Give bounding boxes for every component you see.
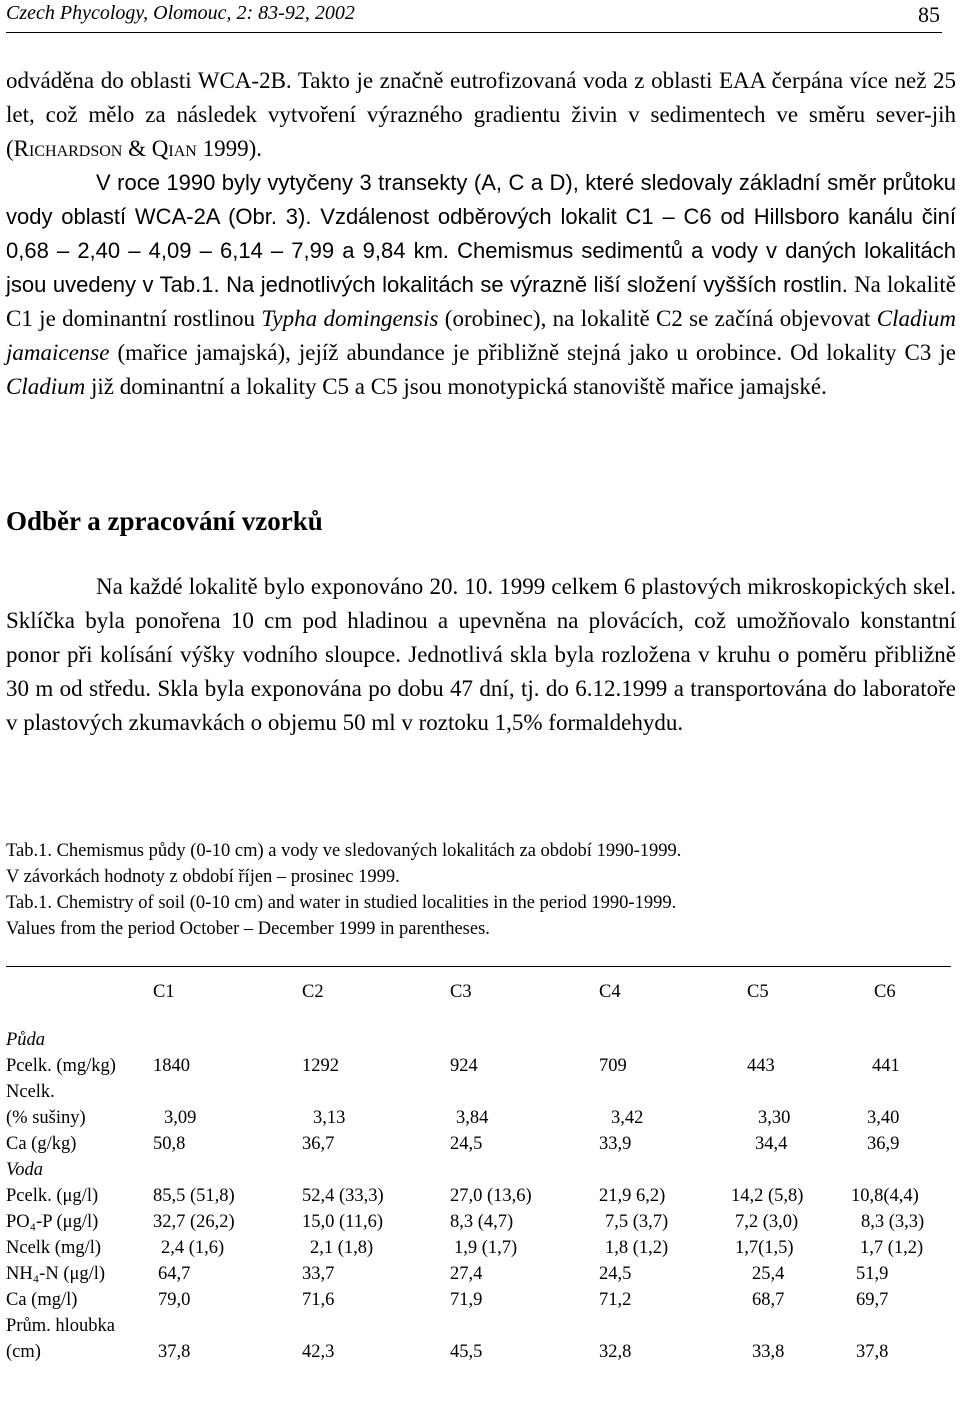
- table-cell: 27,0 (13,6): [450, 1186, 532, 1206]
- table-cell: 45,5: [450, 1342, 483, 1362]
- table-cell: 69,7: [856, 1290, 889, 1310]
- table-cell: 443: [747, 1056, 775, 1076]
- row-label: Ca (mg/l): [6, 1290, 78, 1310]
- table-cell: 10,8(4,4): [851, 1186, 919, 1206]
- para1-line1: odváděna do oblasti WCA-2B. Takto je značně eutrofizovaná voda z oblasti: [6, 68, 713, 93]
- paragraph-3: Na každé lokalitě bylo exponováno 20. 10. 1999 celkem 6 plastových mikroskopických skel. Sklíčka byla ponořena 10 cm pod hladinou a upevněna na plovácích, což umožňovalo konstantní ponor při kolísání výšky vodního sloupce. Jednotlivá skla byla rozložena v kruhu o poměru přibližně 30 m od středu. Skla byla exponována po dobu 47 dní, tj. do 6.12.1999 a transportována do laboratoře v plastových zkumavkách o objemu 50 ml v roztoku 1,5% formaldehydu.: [6, 574, 956, 735]
- table-cell: 37,8: [158, 1342, 191, 1362]
- table-cell: 33,8: [752, 1342, 785, 1362]
- table-cell: 52,4 (33,3): [302, 1186, 384, 1206]
- table-cell: 1,8 (1,2): [605, 1238, 669, 1258]
- table-cell: 85,5 (51,8): [153, 1186, 235, 1206]
- column-header: C4: [599, 982, 621, 1002]
- table-cell: 441: [872, 1056, 900, 1076]
- table-cell: 3,30: [758, 1108, 791, 1128]
- section-label-soil: Půda: [6, 1030, 46, 1050]
- row-label: Pcelk. (mg/kg): [6, 1056, 116, 1076]
- row-label: (% sušiny): [6, 1108, 86, 1128]
- table-cell: 50,8: [153, 1134, 186, 1154]
- table-cell: 34,4: [755, 1134, 788, 1154]
- genus-cladium: Cladium: [6, 374, 86, 399]
- table-cell: 1840: [153, 1056, 190, 1076]
- table-cell: 3,13: [313, 1108, 346, 1128]
- table-cell: 1292: [302, 1056, 339, 1076]
- table-cell: 3,09: [164, 1108, 197, 1128]
- table-cell: 14,2 (5,8): [731, 1186, 804, 1206]
- table-cell: 71,2: [599, 1290, 632, 1310]
- column-header: C2: [302, 982, 324, 1002]
- row-label: PO₄-P (μg/l): [6, 1212, 99, 1232]
- table-cell: 36,9: [867, 1134, 900, 1154]
- column-header: C5: [747, 982, 769, 1002]
- paragraph-2: [6, 166, 956, 404]
- table-cell: 3,84: [456, 1108, 489, 1128]
- table-cell: 2,4 (1,6): [161, 1238, 225, 1258]
- table-cell: 36,7: [302, 1134, 335, 1154]
- caption-cz-line2: V závorkách hodnoty z období říjen – prosinec 1999.: [6, 867, 400, 887]
- para2-s2: (orobinec), na lokalitě C2 se začíná objevovat: [438, 306, 877, 331]
- table-cell: 25,4: [752, 1264, 785, 1284]
- table-cell: 32,7 (26,2): [153, 1212, 235, 1232]
- table-cell: 1,9 (1,7): [454, 1238, 518, 1258]
- species-typha: Typha domingensis: [261, 306, 439, 331]
- body-text: [6, 64, 956, 404]
- caption-en-line1: Tab.1. Chemistry of soil (0-10 cm) and water in studied localities in the period 1990-1999.: [6, 893, 677, 913]
- table-cell: 1,7 (1,2): [860, 1238, 924, 1258]
- paragraph-1: [6, 64, 956, 166]
- caption-cz-line1: Tab.1. Chemismus půdy (0-10 cm) a vody ve sledovaných lokalitách za období 1990-1999.: [6, 841, 682, 861]
- table-cell: 24,5: [599, 1264, 632, 1284]
- table-cell: 15,0 (11,6): [302, 1212, 384, 1232]
- body-text-2: [6, 570, 956, 740]
- table-cell: 709: [599, 1056, 627, 1076]
- table-cell: 33,7: [302, 1264, 335, 1284]
- caption-en-line2: Values from the period October – December 1999 in parentheses.: [6, 919, 490, 939]
- para1-line3-post: 1999).: [196, 136, 262, 161]
- table-cell: 33,9: [599, 1134, 632, 1154]
- section-heading: Odběr a zpracování vzorků: [6, 506, 323, 536]
- row-label: Ncelk.: [6, 1082, 55, 1102]
- para1-line2: EAA čerpána více než 25 let, což mělo za následek vytvoření výrazného: [6, 68, 957, 127]
- table-cell: 32,8: [599, 1342, 632, 1362]
- author-qian: Qian: [151, 136, 197, 161]
- table-cell: 68,7: [752, 1290, 785, 1310]
- para1-line3-pre: gradientu živin v sedimentech ve směru sever-jih (: [6, 102, 956, 161]
- table-caption: [6, 838, 956, 942]
- table-cell: 21,9 6,2): [599, 1186, 666, 1206]
- table-top-rule: [6, 966, 951, 967]
- page-header: [6, 2, 942, 33]
- para2-s3: (mařice jamajská), jejíž abundance je přibližně stejná jako u orobince. Od lokality C3 je: [109, 340, 956, 365]
- table-cell: 924: [450, 1056, 478, 1076]
- table-cell: 7,2 (3,0): [735, 1212, 799, 1232]
- table-cell: 8,3 (3,3): [861, 1212, 925, 1232]
- row-label: Ncelk (mg/l): [6, 1238, 102, 1258]
- column-header: C6: [874, 982, 896, 1002]
- journal-citation: Czech Phycology, Olomouc, 2: 83-92, 2002: [6, 2, 355, 24]
- table-cell: 79,0: [158, 1290, 191, 1310]
- table-cell: 42,3: [302, 1342, 335, 1362]
- author-ampersand: &: [122, 136, 152, 161]
- table-cell: 2,1 (1,8): [310, 1238, 374, 1258]
- column-header: C1: [153, 982, 175, 1002]
- row-label: Prům. hloubka: [6, 1316, 115, 1336]
- para2-s4: již dominantní a lokality C5 a C5 jsou monotypická stanoviště mařice jamajské.: [85, 374, 827, 399]
- table-cell: 27,4: [450, 1264, 483, 1284]
- row-label: (cm): [6, 1342, 41, 1362]
- table-cell: 24,5: [450, 1134, 483, 1154]
- page-number: 85: [918, 2, 940, 27]
- table-cell: 1,7(1,5): [735, 1238, 794, 1258]
- table-cell: 3,40: [867, 1108, 900, 1128]
- table-cell: 51,9: [856, 1264, 889, 1284]
- table-cell: 71,9: [450, 1290, 483, 1310]
- para2-s1: Na lokalitě C1 je dominantní rostlinou: [6, 272, 957, 331]
- table-cell: 3,42: [611, 1108, 644, 1128]
- species-cladium-jamaicense: Cladium jamaicense: [6, 306, 956, 365]
- table-cell: 8,3 (4,7): [450, 1212, 514, 1232]
- row-label: NH₄-N (μg/l): [6, 1264, 106, 1284]
- table-cell: 64,7: [158, 1264, 191, 1284]
- column-header: C3: [450, 982, 472, 1002]
- row-label: Ca (g/kg): [6, 1134, 77, 1154]
- table-cell: 71,6: [302, 1290, 335, 1310]
- section-label-water: Voda: [6, 1160, 43, 1180]
- row-label: Pcelk. (μg/l): [6, 1186, 99, 1206]
- table-cell: 37,8: [856, 1342, 889, 1362]
- table-cell: 7,5 (3,7): [605, 1212, 669, 1232]
- author-richardson: Richardson: [13, 136, 123, 161]
- para2-text: V roce 1990 byly vytyčeny 3 transekty (A, C a D), které sledovaly základní směr průtoku vody oblastí WCA-2A (Obr. 3). Vzdálenost odběrových lokalit C1 – C6 od Hillsboro kanálu činí 0,68 – 2,40 – 4,09 – 6,14 – 7,99 a 9,84 km. Chemismus sedimentů a vody v daných lokalitách jsou uvedeny v Tab.1. Na jednotlivých lokalitách se výrazně liší složení vyšších rostlin.: [6, 170, 956, 297]
